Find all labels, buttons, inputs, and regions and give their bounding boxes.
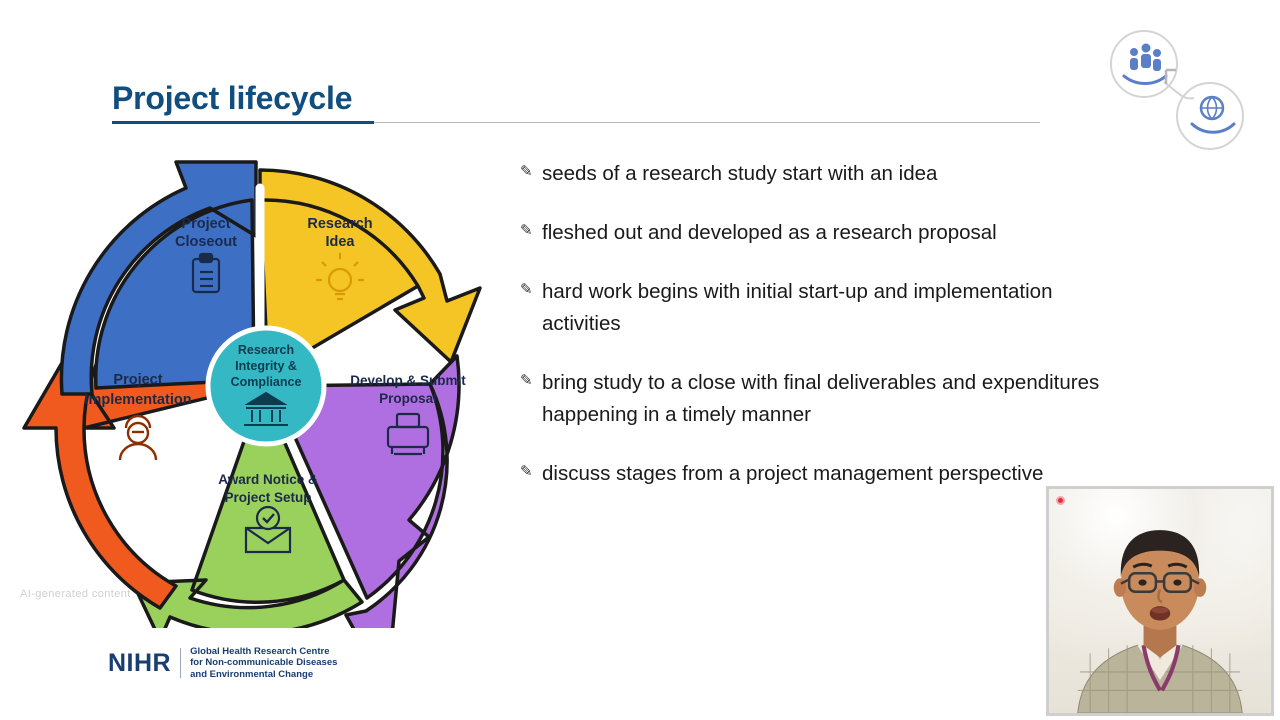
center-label-3: Compliance xyxy=(230,375,302,389)
label-research-idea-1: Research xyxy=(307,216,373,232)
list-item-text: discuss stages from a project management perspective xyxy=(542,462,1044,485)
bullet-marker-icon: ✎ xyxy=(520,463,533,480)
nihr-wordmark: NIHR xyxy=(108,648,172,677)
webcam-video-panel[interactable] xyxy=(1046,486,1274,716)
bullet-marker-icon: ✎ xyxy=(520,222,533,239)
list-item xyxy=(520,217,1160,249)
label-research-idea-2: Idea xyxy=(325,234,355,250)
label-implementation-2: Implementation xyxy=(84,392,192,408)
nihr-subtitle-line1: Global Health Research Centre xyxy=(190,645,330,657)
center-label-1: Research xyxy=(237,343,295,357)
label-project-closeout-2: Closeout xyxy=(174,234,238,250)
list-item-text: hard work begins with initial start-up and implementation activities xyxy=(542,280,1053,335)
page-title: Project lifecycle xyxy=(112,80,353,116)
bullet-marker-icon: ✎ xyxy=(520,372,533,389)
list-item-text: bring study to a close with final deliverables and expenditures happening in a timely manner xyxy=(542,371,1100,426)
list-item xyxy=(520,158,1160,190)
list-item xyxy=(520,367,1160,431)
presenter-avatar xyxy=(1049,489,1271,713)
label-develop-1: Develop & Submit xyxy=(350,373,466,388)
centre-logo-mark xyxy=(1102,20,1252,160)
bullet-marker-icon: ✎ xyxy=(520,281,533,298)
nihr-logo-divider xyxy=(180,648,181,678)
nihr-logo xyxy=(108,645,337,681)
bullet-list xyxy=(520,158,1160,517)
bullet-marker-icon: ✎ xyxy=(520,163,533,180)
ai-generated-note: AI-generated content xyxy=(20,588,131,600)
list-item-text: fleshed out and developed as a research proposal xyxy=(542,221,997,244)
title-divider-accent xyxy=(112,121,374,124)
label-develop-2: Proposal xyxy=(379,391,437,406)
worker-icon xyxy=(120,416,156,460)
label-award-2: Project Setup xyxy=(224,490,312,505)
label-implementation-1: Project xyxy=(113,372,163,388)
list-item xyxy=(520,276,1160,340)
project-lifecycle-diagram xyxy=(10,128,510,628)
nihr-subtitle-line2: for Non-communicable Diseases xyxy=(190,657,338,669)
nihr-subtitle-line3: and Environmental Change xyxy=(190,668,314,680)
list-item-text: seeds of a research study start with an idea xyxy=(542,162,938,185)
label-award-1: Award Notice & xyxy=(218,472,318,487)
label-project-closeout-1: Project xyxy=(181,216,231,232)
nihr-logo-subtitle xyxy=(190,646,337,681)
center-label-2: Integrity & xyxy=(235,359,297,373)
